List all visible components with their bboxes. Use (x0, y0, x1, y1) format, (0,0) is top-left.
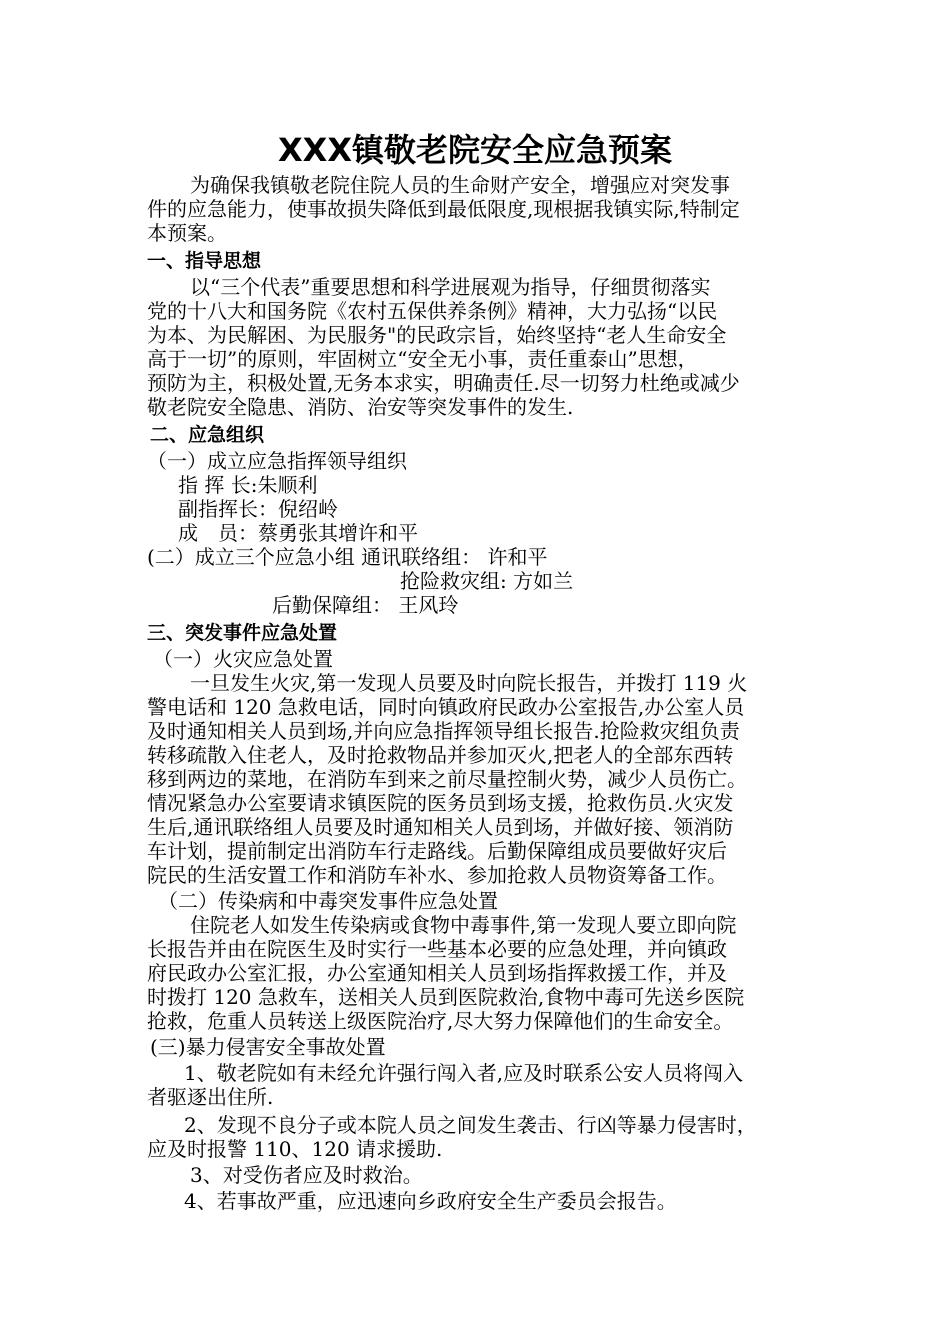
org-commander: 指 挥 长:朱顺利 (178, 473, 318, 497)
intro-line: 件的应急能力，使事故损失降低到最低限度,现根据我镇实际,特制定 (147, 197, 740, 221)
paragraph-line: 以“三个代表”重要思想和科学进展观为指导，仔细贯彻落实 (190, 275, 711, 299)
list-item-continuation: 应及时报警 110、120 请求援助. (147, 1137, 443, 1161)
org-deputy: 副指挥长：倪绍岭 (178, 497, 338, 521)
subsection-heading: （一）火灾应急处置 (153, 647, 333, 671)
paragraph-line: 高于一切”的原则，牢固树立“安全无小事，责任重泰山”思想， (147, 347, 698, 371)
paragraph-line: 抢救，危重人员转送上级医院治疗,尽大努力保障他们的生命安全。 (147, 1009, 734, 1033)
list-item: 4、若事故严重，应迅速向乡政府安全生产委员会报告。 (184, 1189, 677, 1213)
list-item-continuation: 者驱逐出住所. (147, 1085, 274, 1109)
intro-line: 为确保我镇敬老院住院人员的生命财产安全，增强应对突发事 (190, 173, 730, 197)
paragraph-line: 情况紧急办公室要请求镇医院的医务员到场支援，抢救伤员.火灾发 (147, 791, 734, 815)
paragraph-line: 党的十八大和国务院《农村五保供养条例》精神，大力弘扬“以民 (147, 299, 718, 323)
paragraph-line: 敬老院安全隐患、消防、治安等突发事件的发生. (147, 395, 574, 419)
document-title: XXX镇敬老院安全应急预案 (277, 131, 673, 169)
section-heading: 二、应急组织 (150, 424, 265, 446)
list-item: 3、对受伤者应及时救治。 (190, 1163, 423, 1187)
subsection-heading: （一）成立应急指挥领导组织 (147, 449, 407, 473)
paragraph-line: 府民政办公室汇报，办公室通知相关人员到场指挥救援工作，并及 (147, 961, 727, 985)
subsection-heading: (二）成立三个应急小组 通讯联络组： 许和平 (147, 545, 548, 569)
org-rescue-group: 抢险救灾组: 方如兰 (400, 569, 574, 593)
paragraph-line: 移到两边的菜地，在消防车到来之前尽量控制火势，减少人员伤亡。 (147, 767, 747, 791)
paragraph-line: 生后,通讯联络组人员要及时通知相关人员到场，并做好接、领消防 (147, 815, 734, 839)
paragraph-line: 长报告并由在院医生及时实行一些基本必要的应急处理，并向镇政 (147, 937, 727, 961)
paragraph-line: 车计划，提前制定出消防车行走路线。后勤保障组成员要做好灾后 (147, 839, 727, 863)
org-members: 成 员：蔡勇张其增许和平 (178, 521, 418, 545)
paragraph-line: 警电话和 120 急救电话，同时向镇政府民政办公室报告,办公室人员 (147, 695, 745, 719)
paragraph-line: 转移疏散入住老人，及时抢救物品并参加灭火,把老人的全部东西转 (147, 743, 734, 767)
subsection-heading: （二）传染病和中毒突发事件应急处置 (158, 889, 498, 913)
org-logistics-group: 后勤保障组： 王风玲 (272, 593, 459, 617)
subsection-heading: (三)暴力侵害安全事故处置 (150, 1035, 386, 1059)
paragraph-line: 住院老人如发生传染病或食物中毒事件,第一发现人要立即向院 (190, 913, 737, 937)
paragraph-line: 院民的生活安置工作和消防车补水、参加抢救人员物资筹备工作。 (147, 863, 727, 887)
section-heading: 三、突发事件应急处置 (147, 622, 338, 644)
paragraph-line: 时拨打 120 急救车，送相关人员到医院救治,食物中毒可先送乡医院 (147, 985, 745, 1009)
section-heading: 一、指导思想 (147, 250, 262, 272)
paragraph-line: 及时通知相关人员到场,并向应急指挥领导组长报告.抢险救灾组负责 (147, 719, 740, 743)
paragraph-line: 为本、为民解困、为民服务"的民政宗旨，始终坚持“老人生命安全 (147, 323, 727, 347)
intro-line: 本预案。 (147, 221, 227, 245)
list-item: 1、敬老院如有未经允许强行闯入者,应及时联系公安人员将闯入 (184, 1061, 744, 1085)
paragraph-line: 预防为主，积极处置,无务本求实，明确责任.尽一切努力杜绝或减少 (147, 371, 740, 395)
list-item: 2、发现不良分子或本院人员之间发生袭击、行凶等暴力侵害时， (184, 1113, 757, 1137)
paragraph-line: 一旦发生火灾,第一发现人员要及时向院长报告，并拨打 119 火 (190, 671, 748, 695)
